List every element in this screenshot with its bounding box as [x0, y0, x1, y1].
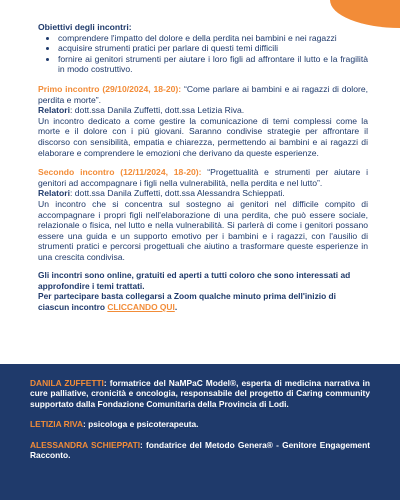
meeting-1-speakers: : dott.ssa Danila Zuffetti, dott.ssa Letizia Riva. — [70, 105, 245, 116]
meeting-2 — [38, 167, 368, 262]
main-content — [38, 22, 368, 312]
info-line-1: Gli incontri sono online, gratuiti ed aperti a tutti coloro che sono interessati ad approfondire i temi trattati. — [38, 270, 351, 291]
bio-name: LETIZIA RIVA — [30, 419, 84, 430]
objectives-list — [38, 33, 368, 75]
info-line-2: Per partecipare basta collegarsi a Zoom qualche minuto prima dell'inizio di ciascun incontro — [38, 291, 336, 312]
zoom-link[interactable]: CLICCANDO QUI — [107, 301, 175, 312]
list-item: • comprendere l'impatto del dolore e della perdita nei bambini e nei ragazzi — [58, 33, 368, 44]
meeting-2-description: Un incontro che si concentra sul sostegno ai genitori nel difficile compito di accompagnare i propri figli nell'elaborazione di una perdita, che può essere sociale, relazionale o fisica, nel lutto e nella vulnerabilità. Si parlerà di come i genitori possano essere una guida e un supporto emotivo per i bambini e i ragazzi, con l'ausilio di strumenti pratici e percorsi progettuali che aiutino a trasformare queste esperienze in una crescita condivisa. — [38, 198, 368, 262]
meeting-2-speakers: : dott.ssa Danila Zuffetti, dott.ssa Alessandra Schieppati. — [70, 188, 285, 199]
meeting-1 — [38, 84, 368, 158]
bio-text: : formatrice del NaMPaC Model®, esperta di medicina narrativa in cure palliative, cronicità e oncologia, responsabile del progetto di Caring community supportato dalla Fondazione Comunitaria della Provincia di Lodi. — [30, 378, 370, 409]
bios-list — [30, 378, 370, 470]
bio-text: : fondatrice del Metodo Genera® - Genitore Engagement Racconto. — [30, 439, 370, 461]
bio-name: DANILA ZUFFETTI — [30, 378, 104, 388]
meeting-2-title: Secondo incontro (12/11/2024, 18-20): — [38, 167, 202, 178]
meeting-1-speakers-label: Relatori — [38, 105, 70, 116]
list-item: • fornire ai genitori strumenti per aiutare i loro figli ad affrontare il lutto e la fragilità in modo costruttivo. — [58, 54, 368, 75]
bio-danila-zuffetti — [30, 378, 370, 409]
info-section — [38, 270, 368, 312]
meeting-1-description: Un incontro dedicato a come gestire la comunicazione di temi complessi come la morte e il dolore con i più giovani. Saranno condivise strategie per affrontare il discorso con sensibilità, empatia e chiarezza, permettendo ai bambini e ai ragazzi di elaborare e comprendere le emozioni che derivano da queste esperienze. — [38, 115, 368, 158]
info-period: . — [174, 301, 178, 312]
meeting-2-speakers-label: Relatori — [38, 188, 70, 199]
meeting-1-quote: “Come parlare ai bambini e ai ragazzi di dolore, perdita e morte”. — [38, 83, 368, 105]
objectives-title: Obiettivi degli incontri: — [38, 22, 132, 32]
meeting-2-quote: “Progettualità e strumenti per aiutare i genitori ad accompagnare i figli nella vulnerabilità, nella perdita e nel lutto”. — [38, 167, 368, 188]
list-item: • acquisire strumenti pratici per parlare di questi temi difficili — [58, 43, 368, 54]
bio-alessandra-schieppati — [30, 440, 370, 461]
bio-text: : psicologa e psicoterapeuta. — [83, 419, 199, 430]
bio-letizia-riva — [30, 419, 370, 429]
speakers-bio-panel — [0, 364, 400, 500]
meeting-1-title: Primo incontro (29/10/2024, 18-20): — [38, 83, 182, 94]
bio-name: ALESSANDRA SCHIEPPATI — [30, 439, 141, 450]
